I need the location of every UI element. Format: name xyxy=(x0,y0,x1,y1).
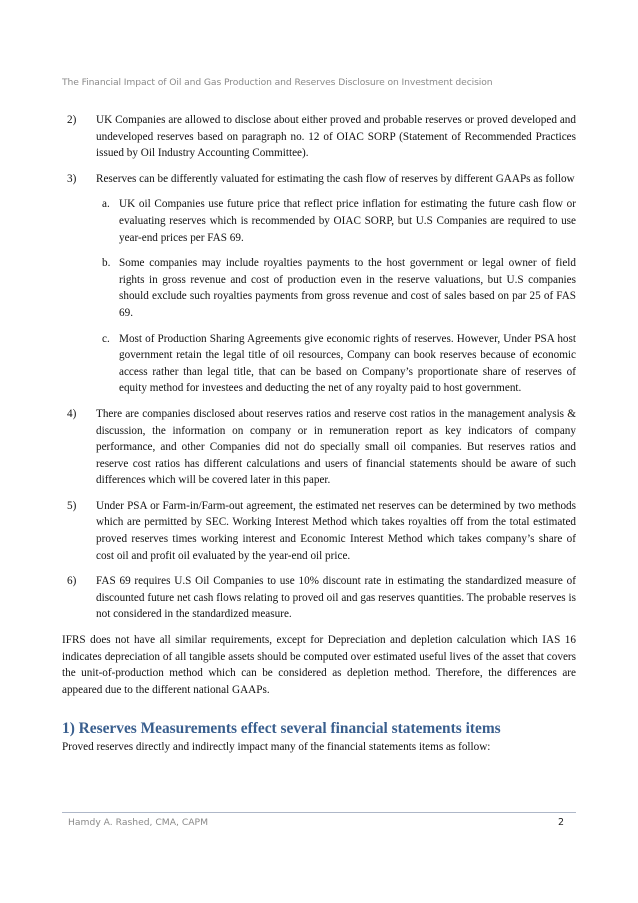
item-marker: 3) xyxy=(67,172,77,185)
document-body xyxy=(62,112,576,756)
numbered-item-4 xyxy=(62,406,576,489)
sub-item-marker: a. xyxy=(102,198,110,211)
running-header: The Financial Impact of Oil and Gas Production and Reserves Disclosure on Investment decision xyxy=(62,77,493,88)
sub-item-a xyxy=(62,196,576,246)
numbered-item-2 xyxy=(62,112,576,162)
item-text: There are companies disclosed about reserves ratios and reserve cost ratios in the management analysis & discussion, the information on company or in remuneration report as key indicators of company performance, and other Companies did not do specially small oil companies. But reserves ratios and reserve cost ratios has different calculations and users of financial statements should be aware of such differences which will be covered later in this paper. xyxy=(96,407,576,487)
sub-item-text: Some companies may include royalties payments to the host government or legal owner of field rights in gross revenue and cost of production even in the reserve valuations, but U.S companies should exclude such royalties payments from gross revenue and cost of sales based on par 25 of FAS 69. xyxy=(119,257,576,319)
section-intro: Proved reserves directly and indirectly impact many of the financial statements items as follow: xyxy=(62,741,491,754)
item-text: Under PSA or Farm-in/Farm-out agreement, the estimated net reserves can be determined by two methods which are permitted by SEC. Working Interest Method which takes royalties off from the total estimated proved reserves times working interest and Economic Interest Method which takes company’s share of cost oil and profit oil evaluated by the year-end oil price. xyxy=(96,499,576,562)
footer-author: Hamdy A. Rashed, CMA, CAPM xyxy=(68,817,209,828)
item-text: Reserves can be differently valuated for estimating the cash flow of reserves by different GAAPs as follow xyxy=(96,172,575,185)
item-text: FAS 69 requires U.S Oil Companies to use 10% discount rate in estimating the standardized measure of discounted future net cash flows relating to proved oil and gas reserves quantities. The probable reserves is not considered in the standardized measure. xyxy=(96,575,576,621)
sub-list xyxy=(62,196,576,397)
sub-item-b xyxy=(62,255,576,321)
sub-item-marker: b. xyxy=(102,257,111,270)
sub-item-c xyxy=(62,331,576,397)
ifrs-paragraph: IFRS does not have all similar requirements, except for Depreciation and depletion calculation which IAS 16 indicates depreciation of all tangible assets should be computed over estimated useful lives of the asset that covers the unit-of-production method which can be considered as depletion method. Therefore, the differences are appeared due to the different national GAAPs. xyxy=(62,634,576,696)
sub-item-text: UK oil Companies use future price that reflect price inflation for estimating the future cash flow or evaluating reserves which is recommended by OIAC SORP, but U.S Companies are required to use year-end prices per FAS 69. xyxy=(119,198,576,244)
page-number: 2 xyxy=(557,817,564,828)
item-marker: 6) xyxy=(67,575,77,588)
sub-item-marker: c. xyxy=(102,332,110,345)
footer-divider xyxy=(62,812,576,813)
item-marker: 2) xyxy=(67,114,77,126)
item-text: UK Companies are allowed to disclose about either proved and probable reserves or proved developed and undeveloped reserves based on paragraph no. 12 of OIAC SORP (Statement of Recommended Practices issued by Oil Industry Accounting Committee). xyxy=(96,114,576,160)
sub-item-text: Most of Production Sharing Agreements give economic rights of reserves. However, Under PSA host government retain the legal title of oil resources, Company can book reserves because of economic access rather than legal title, that can be based on Company’s proportionate share of reserves of equity method for investees and deducting the net of any royalty paid to host government. xyxy=(119,332,576,395)
numbered-item-3 xyxy=(62,171,576,188)
item-marker: 4) xyxy=(67,407,77,420)
numbered-item-6 xyxy=(62,573,576,623)
numbered-item-5 xyxy=(62,498,576,564)
item-marker: 5) xyxy=(67,499,77,512)
section-heading: 1) Reserves Measurements effect several financial statements items xyxy=(62,720,501,738)
